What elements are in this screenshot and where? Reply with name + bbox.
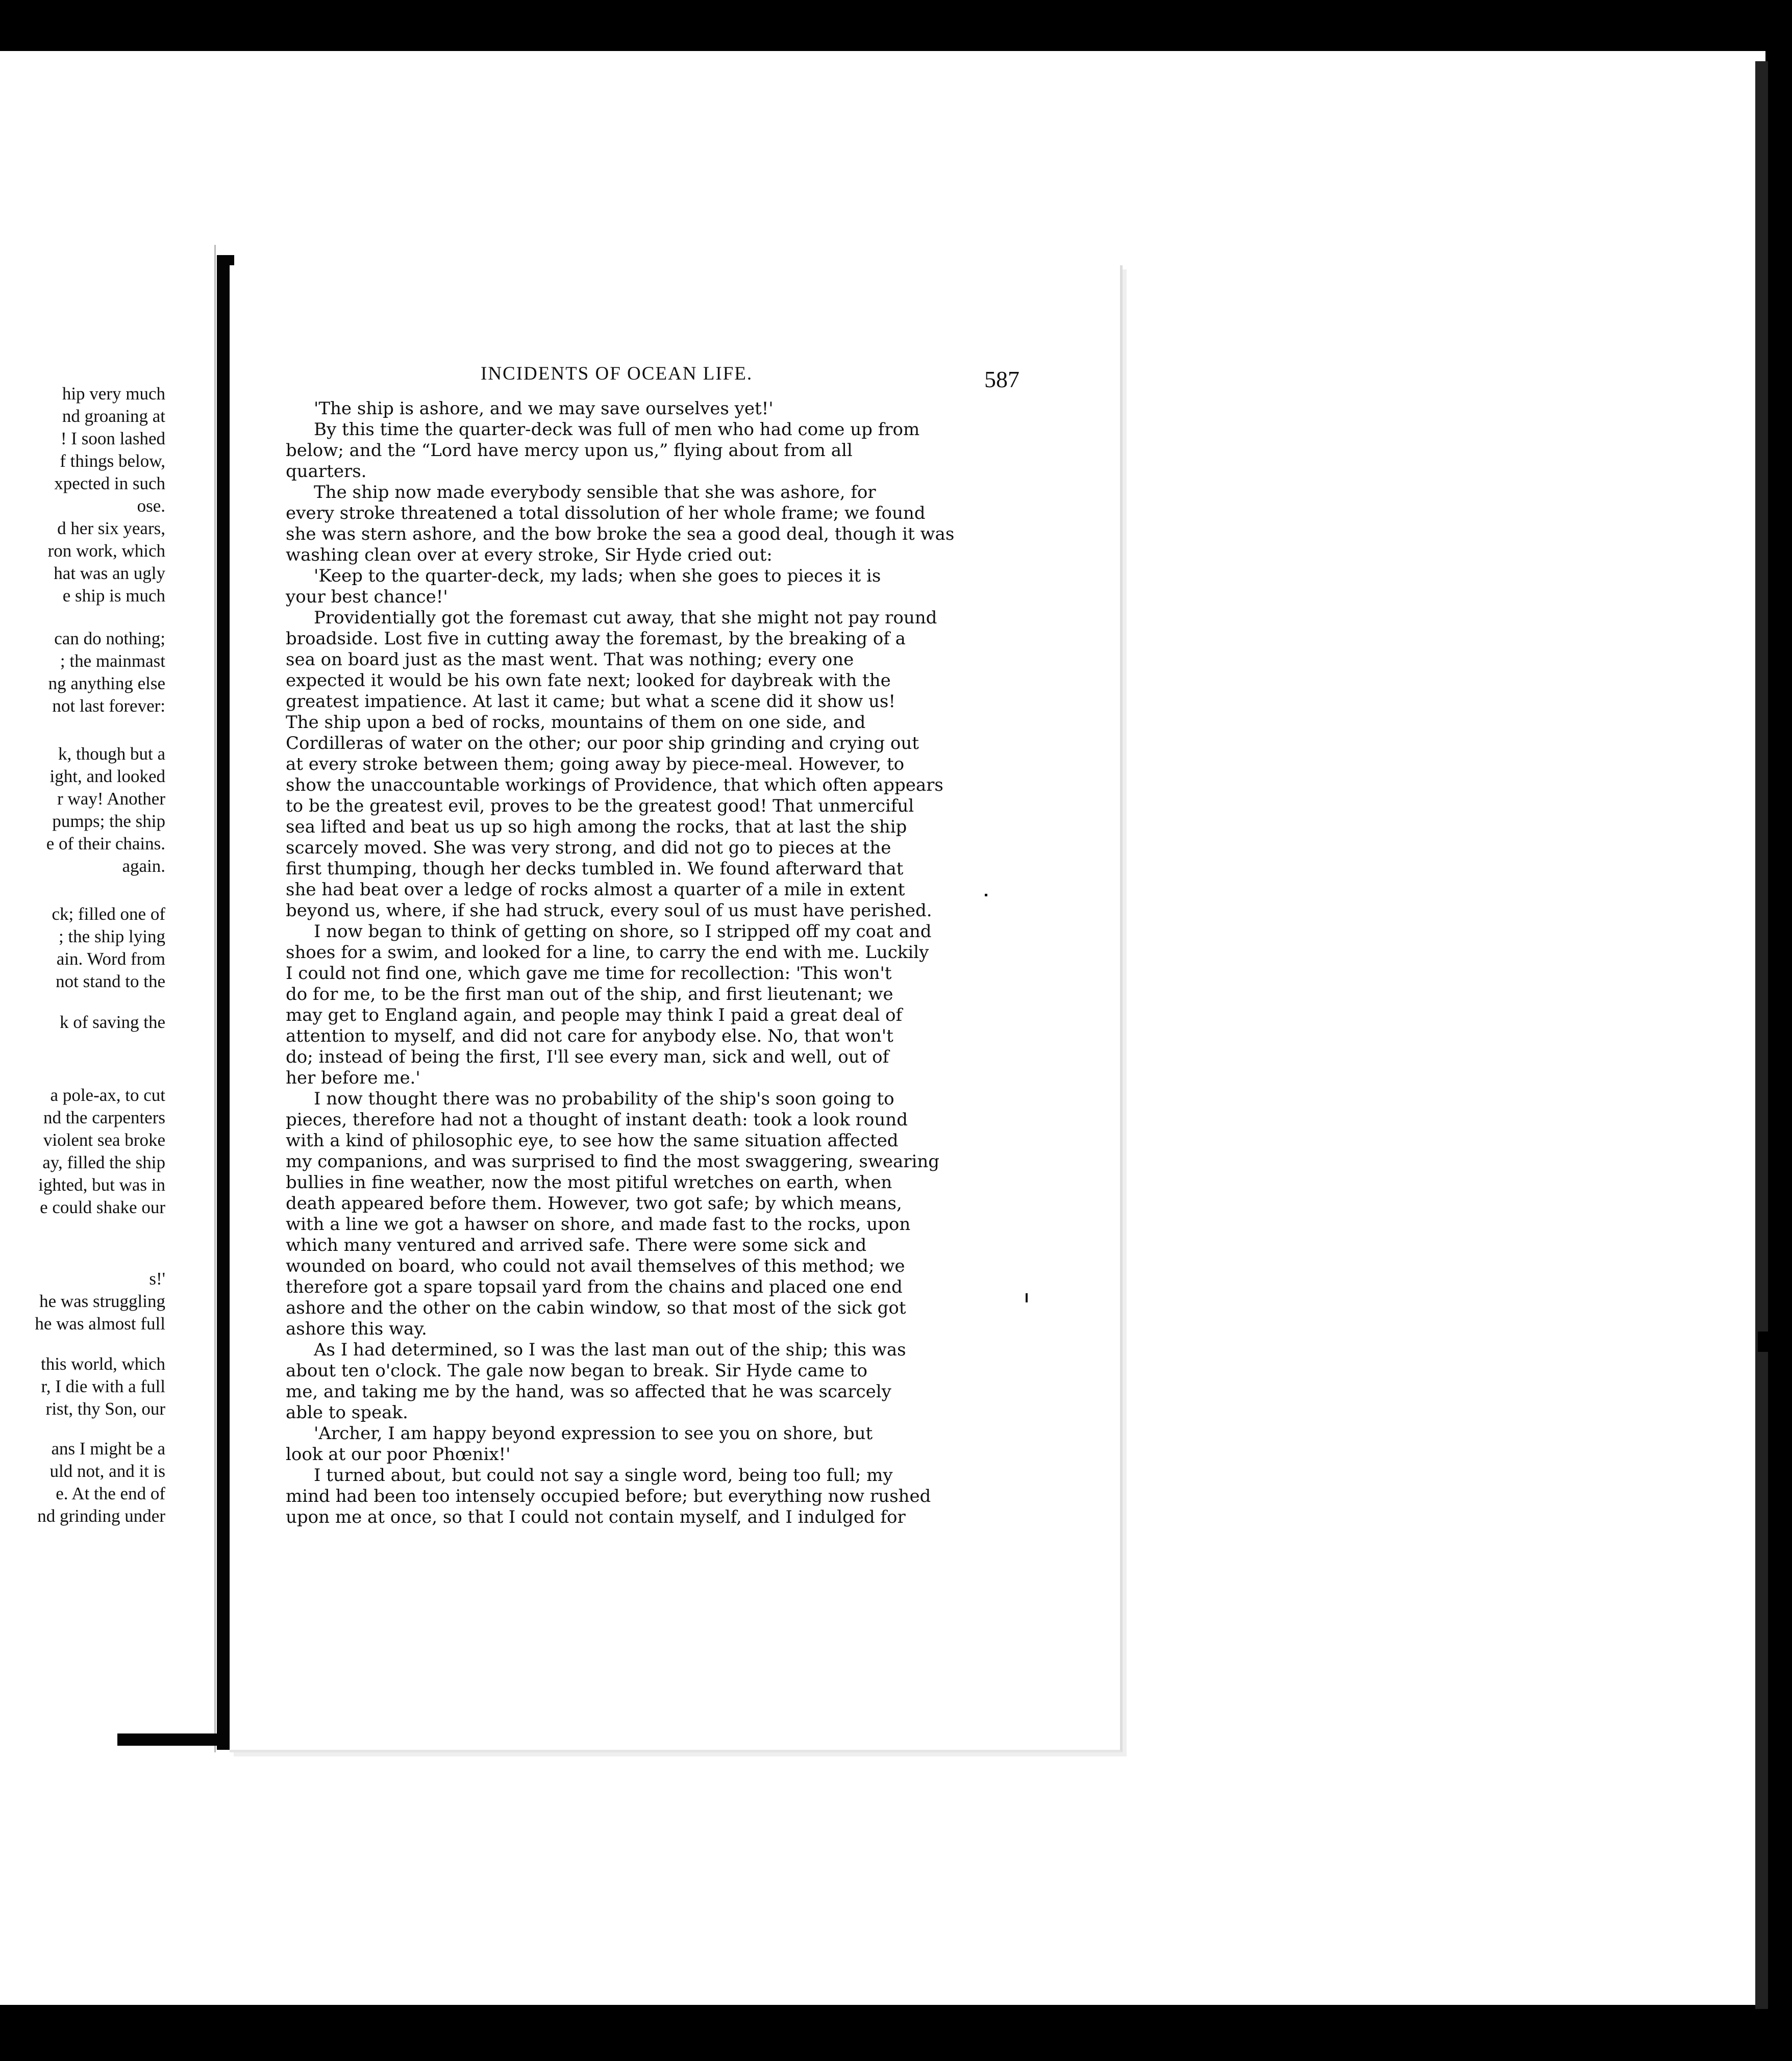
- body-text-line: ashore this way.: [286, 1319, 427, 1339]
- body-text-line: mind had been too intensely occupied before; but everything now rushed: [286, 1486, 931, 1506]
- left-page-line: rist, thy Son, our: [45, 1399, 165, 1419]
- body-text-line: The ship upon a bed of rocks, mountains of them on one side, and: [286, 712, 866, 733]
- body-text-line: I could not find one, which gave me time for recollection: 'This won't: [286, 963, 892, 984]
- left-page-line: f things below,: [60, 451, 165, 471]
- left-page-line: he was struggling: [39, 1291, 165, 1311]
- left-page-line: ight, and looked: [49, 766, 165, 786]
- running-title: INCIDENTS OF OCEAN LIFE.: [481, 363, 753, 384]
- body-text-line: every stroke threatened a total dissolution of her whole frame; we found: [286, 503, 926, 523]
- body-text-line: attention to myself, and did not care for anybody else. No, that won't: [286, 1026, 893, 1046]
- body-text-line: able to speak.: [286, 1402, 408, 1423]
- left-page-line: r, I die with a full: [41, 1376, 165, 1396]
- left-page-line: k of saving the: [59, 1012, 165, 1032]
- body-text-line: about ten o'clock. The gale now began to break. Sir Hyde came to: [286, 1361, 868, 1381]
- left-page-line: xpected in such: [54, 473, 165, 493]
- left-page-line: ans I might be a: [51, 1439, 165, 1459]
- left-page-line: ron work, which: [47, 541, 165, 561]
- left-page-line: can do nothing;: [54, 629, 165, 648]
- body-text-line: with a kind of philosophic eye, to see how the same situation affected: [286, 1130, 899, 1151]
- body-text-line: below; and the “Lord have mercy upon us,” flying about from all: [286, 440, 853, 461]
- body-text-line: therefore got a spare topsail yard from the chains and placed one end: [286, 1277, 903, 1297]
- body-text-line: 'The ship is ashore, and we may save ourselves yet!': [314, 398, 774, 419]
- page-speck: [1026, 1293, 1028, 1302]
- left-page-line: uld not, and it is: [49, 1461, 165, 1481]
- left-page-line: s!': [149, 1269, 165, 1289]
- body-text-line: look at our poor Phœnix!': [286, 1444, 511, 1465]
- body-text-line: beyond us, where, if she had struck, every soul of us must have perished.: [286, 900, 932, 921]
- body-text-line: pieces, therefore had not a thought of instant death: took a look round: [286, 1110, 908, 1130]
- body-text-line: washing clean over at every stroke, Sir Hyde cried out:: [286, 545, 773, 565]
- body-text-line: my companions, and was surprised to find the most swaggering, swearing: [286, 1151, 940, 1172]
- scan-right-edge: [1755, 61, 1768, 2010]
- body-text-line: may get to England again, and people may think I paid a great deal of: [286, 1005, 903, 1025]
- body-text-line: sea lifted and beat us up so high among the rocks, that at last the ship: [286, 817, 907, 837]
- body-text-line: your best chance!': [286, 587, 448, 607]
- body-text-line: As I had determined, so I was the last man out of the ship; this was: [314, 1340, 906, 1360]
- body-text-line: The ship now made everybody sensible that she was ashore, for: [314, 482, 876, 502]
- body-text-line: bullies in fine weather, now the most pitiful wretches on earth, when: [286, 1172, 892, 1193]
- left-page-line: a pole-ax, to cut: [50, 1085, 165, 1105]
- body-text-line: 'Keep to the quarter-deck, my lads; when she goes to pieces it is: [314, 566, 881, 586]
- left-page-line: again.: [122, 856, 165, 876]
- left-page-line: this world, which: [40, 1354, 165, 1374]
- left-page-line: ay, filled the ship: [42, 1152, 165, 1172]
- body-text-line: Cordilleras of water on the other; our poor ship grinding and crying out: [286, 733, 919, 753]
- left-page-line: nd groaning at: [62, 406, 165, 426]
- body-text-line: do for me, to be the first man out of the ship, and first lieutenant; we: [286, 984, 893, 1004]
- body-text-line: to be the greatest evil, proves to be the greatest good! That unmerciful: [286, 796, 914, 816]
- body-text-line: upon me at once, so that I could not contain myself, and I indulged for: [286, 1507, 906, 1527]
- left-page-line: ose.: [137, 496, 165, 516]
- left-page-line: e of their chains.: [46, 834, 165, 853]
- body-text-line: which many ventured and arrived safe. There were some sick and: [286, 1235, 867, 1255]
- left-page-line: not stand to the: [56, 971, 165, 991]
- body-text-line: I now thought there was no probability of the ship's soon going to: [314, 1089, 894, 1109]
- body-text-line: me, and taking me by the hand, was so affected that he was scarcely: [286, 1381, 891, 1402]
- page-number: 587: [984, 366, 1019, 392]
- left-book-page: [0, 245, 216, 1752]
- body-text-line: sea on board just as the mast went. That was nothing; every one: [286, 649, 854, 670]
- left-page-line: r way! Another: [57, 789, 165, 809]
- body-text-line: her before me.': [286, 1068, 420, 1088]
- left-page-line: e ship is much: [62, 586, 165, 606]
- left-page-line: nd the carpenters: [43, 1108, 165, 1127]
- left-page-line: not last forever:: [52, 696, 165, 716]
- body-text-line: with a line we got a hawser on shore, and made fast to the rocks, upon: [286, 1214, 911, 1235]
- left-page-line: hat was an ugly: [54, 563, 165, 583]
- body-text-line: scarcely moved. She was very strong, and did not go to pieces at the: [286, 838, 891, 858]
- scan-edge-mark: [1758, 1331, 1772, 1352]
- left-page-line: k, though but a: [58, 744, 165, 764]
- scan-bottom-band: [0, 2009, 1792, 2061]
- left-page-line: ; the ship lying: [58, 926, 165, 946]
- body-text-line: do; instead of being the first, I'll see every man, sick and well, out of: [286, 1047, 889, 1067]
- body-text-line: she was stern ashore, and the bow broke the sea a good deal, though it was: [286, 524, 955, 544]
- left-page-line: ! I soon lashed: [60, 429, 165, 448]
- left-page-line: nd grinding under: [37, 1506, 165, 1526]
- body-text-line: quarters.: [286, 461, 367, 482]
- body-text-line: show the unaccountable workings of Providence, that which often appears: [286, 775, 943, 795]
- body-text-line: 'Archer, I am happy beyond expression to see you on shore, but: [314, 1423, 873, 1444]
- left-page-line: violent sea broke: [43, 1130, 165, 1150]
- body-text-line: greatest impatience. At last it came; but what a scene did it show us!: [286, 691, 896, 712]
- left-page-line: ck; filled one of: [52, 904, 165, 924]
- body-text-line: death appeared before them. However, two got safe; by which means,: [286, 1193, 902, 1214]
- right-book-page: [230, 265, 1123, 1752]
- page-speck: [985, 894, 987, 896]
- left-page-line: ighted, but was in: [38, 1175, 165, 1195]
- body-text-line: shoes for a swim, and looked for a line, to carry the end with me. Luckily: [286, 942, 929, 963]
- left-page-line: ; the mainmast: [60, 651, 165, 671]
- left-page-line: hip very much: [62, 384, 165, 404]
- left-page-line: ain. Word from: [56, 949, 165, 969]
- body-text-line: broadside. Lost five in cutting away the foremast, by the breaking of a: [286, 629, 906, 649]
- page-header: [230, 363, 1019, 392]
- left-page-line: ng anything else: [48, 673, 165, 693]
- body-text-line: ashore and the other on the cabin window, so that most of the sick got: [286, 1298, 906, 1318]
- left-page-line: e. At the end of: [56, 1484, 165, 1503]
- body-text-line: By this time the quarter-deck was full of men who had come up from: [314, 419, 920, 440]
- body-text-line: Providentially got the foremast cut away, that she might not pay round: [314, 608, 937, 628]
- left-page-line: d her six years,: [57, 518, 165, 538]
- left-page-line: pumps; the ship: [52, 811, 165, 831]
- left-page-line: e could shake our: [40, 1197, 165, 1217]
- body-text-line: at every stroke between them; going away by piece-meal. However, to: [286, 754, 905, 774]
- left-page-line: he was almost full: [35, 1314, 165, 1334]
- body-text-line: she had beat over a ledge of rocks almost a quarter of a mile in extent: [286, 879, 905, 900]
- body-text-line: I turned about, but could not say a single word, being too full; my: [314, 1465, 893, 1486]
- body-text-line: I now began to think of getting on shore, so I stripped off my coat and: [314, 921, 932, 942]
- body-text-line: expected it would be his own fate next; looked for daybreak with the: [286, 670, 891, 691]
- body-text-line: wounded on board, who could not avail themselves of this method; we: [286, 1256, 905, 1276]
- body-text-line: first thumping, though her decks tumbled in. We found afterward that: [286, 859, 904, 879]
